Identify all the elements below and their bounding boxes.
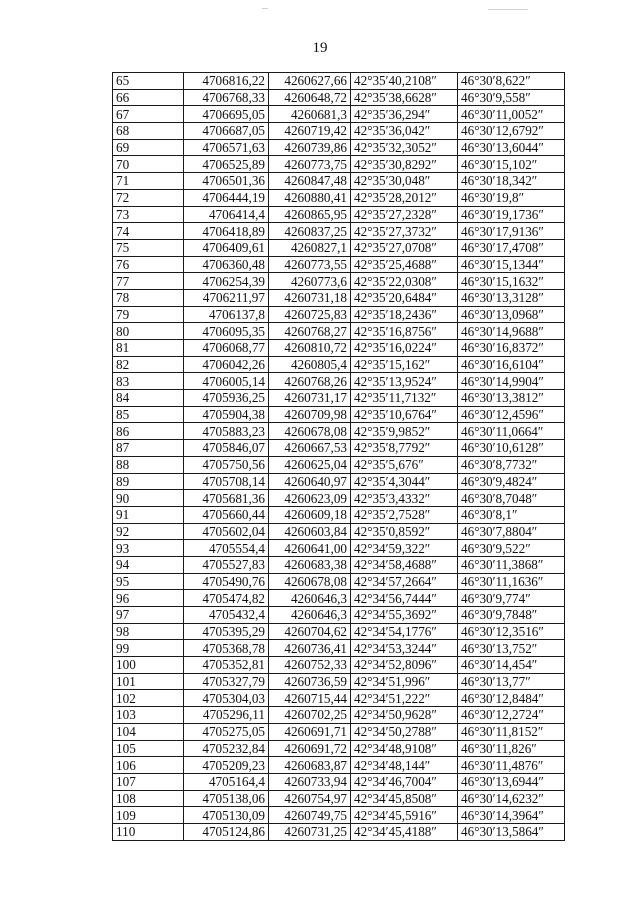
point-number-cell: 103 bbox=[113, 707, 184, 724]
latitude-cell: 42°35′9,9852″ bbox=[351, 423, 458, 440]
longitude-cell: 46°30′11,0664″ bbox=[458, 423, 565, 440]
table-row bbox=[113, 640, 565, 657]
longitude-cell: 46°30′17,9136″ bbox=[458, 223, 565, 240]
latitude-cell: 42°35′2,7528″ bbox=[351, 506, 458, 523]
x-coordinate-cell: 4705232,84 bbox=[184, 740, 269, 757]
x-coordinate-cell: 4705432,4 bbox=[184, 607, 269, 624]
page-number: 19 bbox=[312, 40, 328, 56]
latitude-cell: 42°35′8,7792″ bbox=[351, 440, 458, 457]
x-coordinate-cell: 4705275,05 bbox=[184, 723, 269, 740]
table-row bbox=[113, 773, 565, 790]
y-coordinate-cell: 4260865,95 bbox=[269, 206, 351, 223]
table-row bbox=[113, 473, 565, 490]
point-number-cell: 75 bbox=[113, 239, 184, 256]
latitude-cell: 42°35′36,294″ bbox=[351, 106, 458, 123]
y-coordinate-cell: 4260768,26 bbox=[269, 373, 351, 390]
longitude-cell: 46°30′9,774″ bbox=[458, 590, 565, 607]
x-coordinate-cell: 4706211,97 bbox=[184, 289, 269, 306]
y-coordinate-cell: 4260603,84 bbox=[269, 523, 351, 540]
x-coordinate-cell: 4706254,39 bbox=[184, 273, 269, 290]
table-row bbox=[113, 723, 565, 740]
x-coordinate-cell: 4705395,29 bbox=[184, 623, 269, 640]
y-coordinate-cell: 4260805,4 bbox=[269, 356, 351, 373]
longitude-cell: 46°30′12,6792″ bbox=[458, 123, 565, 140]
x-coordinate-cell: 4705554,4 bbox=[184, 540, 269, 557]
point-number-cell: 66 bbox=[113, 89, 184, 106]
latitude-cell: 42°34′56,7444″ bbox=[351, 590, 458, 607]
point-number-cell: 87 bbox=[113, 440, 184, 457]
table-row bbox=[113, 173, 565, 190]
point-number-cell: 108 bbox=[113, 790, 184, 807]
table-row bbox=[113, 89, 565, 106]
y-coordinate-cell: 4260736,41 bbox=[269, 640, 351, 657]
latitude-cell: 42°35′32,3052″ bbox=[351, 139, 458, 156]
y-coordinate-cell: 4260719,42 bbox=[269, 123, 351, 140]
table-row bbox=[113, 356, 565, 373]
table-row bbox=[113, 273, 565, 290]
y-coordinate-cell: 4260681,3 bbox=[269, 106, 351, 123]
point-number-cell: 109 bbox=[113, 807, 184, 824]
y-coordinate-cell: 4260623,09 bbox=[269, 490, 351, 507]
point-number-cell: 73 bbox=[113, 206, 184, 223]
longitude-cell: 46°30′18,342″ bbox=[458, 173, 565, 190]
y-coordinate-cell: 4260733,94 bbox=[269, 773, 351, 790]
x-coordinate-cell: 4705527,83 bbox=[184, 556, 269, 573]
point-number-cell: 93 bbox=[113, 540, 184, 557]
latitude-cell: 42°34′45,4188″ bbox=[351, 823, 458, 840]
longitude-cell: 46°30′13,5864″ bbox=[458, 823, 565, 840]
latitude-cell: 42°34′45,5916″ bbox=[351, 807, 458, 824]
point-number-cell: 105 bbox=[113, 740, 184, 757]
latitude-cell: 42°35′0,8592″ bbox=[351, 523, 458, 540]
point-number-cell: 70 bbox=[113, 156, 184, 173]
point-number-cell: 98 bbox=[113, 623, 184, 640]
longitude-cell: 46°30′12,8484″ bbox=[458, 690, 565, 707]
x-coordinate-cell: 4705846,07 bbox=[184, 440, 269, 457]
x-coordinate-cell: 4705681,36 bbox=[184, 490, 269, 507]
x-coordinate-cell: 4706095,35 bbox=[184, 323, 269, 340]
y-coordinate-cell: 4260749,75 bbox=[269, 807, 351, 824]
latitude-cell: 42°34′50,2788″ bbox=[351, 723, 458, 740]
y-coordinate-cell: 4260627,66 bbox=[269, 73, 351, 90]
point-number-cell: 101 bbox=[113, 673, 184, 690]
longitude-cell: 46°30′12,2724″ bbox=[458, 707, 565, 724]
table-row bbox=[113, 673, 565, 690]
x-coordinate-cell: 4705164,4 bbox=[184, 773, 269, 790]
point-number-cell: 92 bbox=[113, 523, 184, 540]
x-coordinate-cell: 4705124,86 bbox=[184, 823, 269, 840]
point-number-cell: 89 bbox=[113, 473, 184, 490]
y-coordinate-cell: 4260702,25 bbox=[269, 707, 351, 724]
table-row bbox=[113, 139, 565, 156]
point-number-cell: 74 bbox=[113, 223, 184, 240]
latitude-cell: 42°34′51,996″ bbox=[351, 673, 458, 690]
latitude-cell: 42°35′40,2108″ bbox=[351, 73, 458, 90]
point-number-cell: 106 bbox=[113, 757, 184, 774]
table-row bbox=[113, 106, 565, 123]
table-row bbox=[113, 573, 565, 590]
x-coordinate-cell: 4706525,89 bbox=[184, 156, 269, 173]
longitude-cell: 46°30′19,1736″ bbox=[458, 206, 565, 223]
x-coordinate-cell: 4706687,05 bbox=[184, 123, 269, 140]
y-coordinate-cell: 4260880,41 bbox=[269, 189, 351, 206]
x-coordinate-cell: 4706068,77 bbox=[184, 340, 269, 357]
table-row bbox=[113, 607, 565, 624]
point-number-cell: 88 bbox=[113, 456, 184, 473]
table-row bbox=[113, 556, 565, 573]
x-coordinate-cell: 4706768,33 bbox=[184, 89, 269, 106]
y-coordinate-cell: 4260773,55 bbox=[269, 256, 351, 273]
latitude-cell: 42°34′48,144″ bbox=[351, 757, 458, 774]
latitude-cell: 42°34′58,4688″ bbox=[351, 556, 458, 573]
x-coordinate-cell: 4705883,23 bbox=[184, 423, 269, 440]
latitude-cell: 42°35′13,9524″ bbox=[351, 373, 458, 390]
point-number-cell: 82 bbox=[113, 356, 184, 373]
coordinates-table bbox=[112, 72, 565, 841]
longitude-cell: 46°30′11,0052″ bbox=[458, 106, 565, 123]
latitude-cell: 42°34′50,9628″ bbox=[351, 707, 458, 724]
longitude-cell: 46°30′11,4876″ bbox=[458, 757, 565, 774]
y-coordinate-cell: 4260736,59 bbox=[269, 673, 351, 690]
table-row bbox=[113, 206, 565, 223]
longitude-cell: 46°30′13,3128″ bbox=[458, 289, 565, 306]
y-coordinate-cell: 4260725,83 bbox=[269, 306, 351, 323]
table-row bbox=[113, 523, 565, 540]
latitude-cell: 42°35′4,3044″ bbox=[351, 473, 458, 490]
x-coordinate-cell: 4705368,78 bbox=[184, 640, 269, 657]
point-number-cell: 83 bbox=[113, 373, 184, 390]
table-row bbox=[113, 790, 565, 807]
latitude-cell: 42°34′52,8096″ bbox=[351, 657, 458, 674]
longitude-cell: 46°30′13,752″ bbox=[458, 640, 565, 657]
y-coordinate-cell: 4260667,53 bbox=[269, 440, 351, 457]
table-row bbox=[113, 156, 565, 173]
longitude-cell: 46°30′13,3812″ bbox=[458, 390, 565, 407]
x-coordinate-cell: 4706571,63 bbox=[184, 139, 269, 156]
table-row bbox=[113, 623, 565, 640]
x-coordinate-cell: 4705936,25 bbox=[184, 390, 269, 407]
longitude-cell: 46°30′14,9688″ bbox=[458, 323, 565, 340]
point-number-cell: 95 bbox=[113, 573, 184, 590]
point-number-cell: 84 bbox=[113, 390, 184, 407]
table-row bbox=[113, 223, 565, 240]
latitude-cell: 42°35′18,2436″ bbox=[351, 306, 458, 323]
table-row bbox=[113, 590, 565, 607]
y-coordinate-cell: 4260715,44 bbox=[269, 690, 351, 707]
latitude-cell: 42°34′46,7004″ bbox=[351, 773, 458, 790]
x-coordinate-cell: 4706418,89 bbox=[184, 223, 269, 240]
x-coordinate-cell: 4705490,76 bbox=[184, 573, 269, 590]
y-coordinate-cell: 4260640,97 bbox=[269, 473, 351, 490]
latitude-cell: 42°34′57,2664″ bbox=[351, 573, 458, 590]
point-number-cell: 71 bbox=[113, 173, 184, 190]
longitude-cell: 46°30′7,8804″ bbox=[458, 523, 565, 540]
x-coordinate-cell: 4705708,14 bbox=[184, 473, 269, 490]
table-row bbox=[113, 306, 565, 323]
longitude-cell: 46°30′15,1344″ bbox=[458, 256, 565, 273]
point-number-cell: 78 bbox=[113, 289, 184, 306]
y-coordinate-cell: 4260641,00 bbox=[269, 540, 351, 557]
longitude-cell: 46°30′15,1632″ bbox=[458, 273, 565, 290]
y-coordinate-cell: 4260773,75 bbox=[269, 156, 351, 173]
x-coordinate-cell: 4705602,04 bbox=[184, 523, 269, 540]
latitude-cell: 42°34′54,1776″ bbox=[351, 623, 458, 640]
point-number-cell: 81 bbox=[113, 340, 184, 357]
latitude-cell: 42°35′15,162″ bbox=[351, 356, 458, 373]
x-coordinate-cell: 4705138,06 bbox=[184, 790, 269, 807]
x-coordinate-cell: 4706360,48 bbox=[184, 256, 269, 273]
longitude-cell: 46°30′14,3964″ bbox=[458, 807, 565, 824]
longitude-cell: 46°30′14,6232″ bbox=[458, 790, 565, 807]
table-row bbox=[113, 340, 565, 357]
y-coordinate-cell: 4260752,33 bbox=[269, 657, 351, 674]
longitude-cell: 46°30′12,4596″ bbox=[458, 406, 565, 423]
point-number-cell: 97 bbox=[113, 607, 184, 624]
y-coordinate-cell: 4260768,27 bbox=[269, 323, 351, 340]
latitude-cell: 42°35′10,6764″ bbox=[351, 406, 458, 423]
table-row bbox=[113, 823, 565, 840]
x-coordinate-cell: 4705660,44 bbox=[184, 506, 269, 523]
longitude-cell: 46°30′16,6104″ bbox=[458, 356, 565, 373]
longitude-cell: 46°30′9,522″ bbox=[458, 540, 565, 557]
longitude-cell: 46°30′11,3868″ bbox=[458, 556, 565, 573]
x-coordinate-cell: 4706501,36 bbox=[184, 173, 269, 190]
latitude-cell: 42°34′48,9108″ bbox=[351, 740, 458, 757]
point-number-cell: 68 bbox=[113, 123, 184, 140]
point-number-cell: 80 bbox=[113, 323, 184, 340]
table-row bbox=[113, 456, 565, 473]
x-coordinate-cell: 4705750,56 bbox=[184, 456, 269, 473]
longitude-cell: 46°30′8,1″ bbox=[458, 506, 565, 523]
x-coordinate-cell: 4706137,8 bbox=[184, 306, 269, 323]
latitude-cell: 42°34′45,8508″ bbox=[351, 790, 458, 807]
table-row bbox=[113, 73, 565, 90]
y-coordinate-cell: 4260827,1 bbox=[269, 239, 351, 256]
point-number-cell: 85 bbox=[113, 406, 184, 423]
y-coordinate-cell: 4260754,97 bbox=[269, 790, 351, 807]
x-coordinate-cell: 4705209,23 bbox=[184, 757, 269, 774]
latitude-cell: 42°35′28,2012″ bbox=[351, 189, 458, 206]
y-coordinate-cell: 4260646,3 bbox=[269, 590, 351, 607]
point-number-cell: 94 bbox=[113, 556, 184, 573]
table-row bbox=[113, 657, 565, 674]
table-row bbox=[113, 123, 565, 140]
point-number-cell: 69 bbox=[113, 139, 184, 156]
scan-artifact-top-right bbox=[488, 9, 528, 10]
x-coordinate-cell: 4705296,11 bbox=[184, 707, 269, 724]
coordinates-table-body bbox=[113, 73, 565, 841]
point-number-cell: 102 bbox=[113, 690, 184, 707]
point-number-cell: 65 bbox=[113, 73, 184, 90]
y-coordinate-cell: 4260678,08 bbox=[269, 423, 351, 440]
latitude-cell: 42°35′3,4332″ bbox=[351, 490, 458, 507]
table-row bbox=[113, 740, 565, 757]
y-coordinate-cell: 4260691,71 bbox=[269, 723, 351, 740]
point-number-cell: 67 bbox=[113, 106, 184, 123]
longitude-cell: 46°30′8,622″ bbox=[458, 73, 565, 90]
longitude-cell: 46°30′10,6128″ bbox=[458, 440, 565, 457]
longitude-cell: 46°30′14,454″ bbox=[458, 657, 565, 674]
latitude-cell: 42°35′25,4688″ bbox=[351, 256, 458, 273]
latitude-cell: 42°35′16,0224″ bbox=[351, 340, 458, 357]
latitude-cell: 42°35′11,7132″ bbox=[351, 390, 458, 407]
point-number-cell: 99 bbox=[113, 640, 184, 657]
latitude-cell: 42°35′16,8756″ bbox=[351, 323, 458, 340]
table-row bbox=[113, 423, 565, 440]
longitude-cell: 46°30′19,8″ bbox=[458, 189, 565, 206]
point-number-cell: 100 bbox=[113, 657, 184, 674]
x-coordinate-cell: 4705904,38 bbox=[184, 406, 269, 423]
x-coordinate-cell: 4705304,03 bbox=[184, 690, 269, 707]
latitude-cell: 42°35′27,3732″ bbox=[351, 223, 458, 240]
table-row bbox=[113, 807, 565, 824]
latitude-cell: 42°35′27,2328″ bbox=[351, 206, 458, 223]
longitude-cell: 46°30′9,7848″ bbox=[458, 607, 565, 624]
y-coordinate-cell: 4260704,62 bbox=[269, 623, 351, 640]
y-coordinate-cell: 4260678,08 bbox=[269, 573, 351, 590]
table-row bbox=[113, 690, 565, 707]
table-row bbox=[113, 506, 565, 523]
latitude-cell: 42°35′36,042″ bbox=[351, 123, 458, 140]
longitude-cell: 46°30′14,9904″ bbox=[458, 373, 565, 390]
point-number-cell: 91 bbox=[113, 506, 184, 523]
point-number-cell: 77 bbox=[113, 273, 184, 290]
table-row bbox=[113, 390, 565, 407]
table-row bbox=[113, 289, 565, 306]
table-row bbox=[113, 490, 565, 507]
point-number-cell: 110 bbox=[113, 823, 184, 840]
longitude-cell: 46°30′16,8372″ bbox=[458, 340, 565, 357]
longitude-cell: 46°30′12,3516″ bbox=[458, 623, 565, 640]
y-coordinate-cell: 4260683,87 bbox=[269, 757, 351, 774]
latitude-cell: 42°35′22,0308″ bbox=[351, 273, 458, 290]
table-row bbox=[113, 256, 565, 273]
latitude-cell: 42°34′55,3692″ bbox=[351, 607, 458, 624]
longitude-cell: 46°30′13,77″ bbox=[458, 673, 565, 690]
longitude-cell: 46°30′8,7048″ bbox=[458, 490, 565, 507]
table-row bbox=[113, 189, 565, 206]
x-coordinate-cell: 4706444,19 bbox=[184, 189, 269, 206]
latitude-cell: 42°35′30,048″ bbox=[351, 173, 458, 190]
point-number-cell: 107 bbox=[113, 773, 184, 790]
table-row bbox=[113, 406, 565, 423]
y-coordinate-cell: 4260810,72 bbox=[269, 340, 351, 357]
x-coordinate-cell: 4706042,26 bbox=[184, 356, 269, 373]
y-coordinate-cell: 4260739,86 bbox=[269, 139, 351, 156]
y-coordinate-cell: 4260773,6 bbox=[269, 273, 351, 290]
latitude-cell: 42°35′5,676″ bbox=[351, 456, 458, 473]
longitude-cell: 46°30′17,4708″ bbox=[458, 239, 565, 256]
scan-artifact-top-left bbox=[262, 8, 268, 9]
table-row bbox=[113, 373, 565, 390]
longitude-cell: 46°30′13,0968″ bbox=[458, 306, 565, 323]
y-coordinate-cell: 4260731,18 bbox=[269, 289, 351, 306]
point-number-cell: 96 bbox=[113, 590, 184, 607]
table-row bbox=[113, 540, 565, 557]
y-coordinate-cell: 4260625,04 bbox=[269, 456, 351, 473]
point-number-cell: 79 bbox=[113, 306, 184, 323]
x-coordinate-cell: 4705474,82 bbox=[184, 590, 269, 607]
latitude-cell: 42°35′38,6628″ bbox=[351, 89, 458, 106]
x-coordinate-cell: 4705352,81 bbox=[184, 657, 269, 674]
table-row bbox=[113, 707, 565, 724]
x-coordinate-cell: 4706005,14 bbox=[184, 373, 269, 390]
longitude-cell: 46°30′11,8152″ bbox=[458, 723, 565, 740]
point-number-cell: 104 bbox=[113, 723, 184, 740]
point-number-cell: 90 bbox=[113, 490, 184, 507]
longitude-cell: 46°30′11,1636″ bbox=[458, 573, 565, 590]
latitude-cell: 42°35′30,8292″ bbox=[351, 156, 458, 173]
longitude-cell: 46°30′13,6044″ bbox=[458, 139, 565, 156]
x-coordinate-cell: 4706414,4 bbox=[184, 206, 269, 223]
x-coordinate-cell: 4706695,05 bbox=[184, 106, 269, 123]
table-row bbox=[113, 440, 565, 457]
point-number-cell: 86 bbox=[113, 423, 184, 440]
y-coordinate-cell: 4260731,25 bbox=[269, 823, 351, 840]
table-row bbox=[113, 239, 565, 256]
y-coordinate-cell: 4260731,17 bbox=[269, 390, 351, 407]
latitude-cell: 42°34′59,322″ bbox=[351, 540, 458, 557]
y-coordinate-cell: 4260847,48 bbox=[269, 173, 351, 190]
latitude-cell: 42°34′53,3244″ bbox=[351, 640, 458, 657]
longitude-cell: 46°30′9,4824″ bbox=[458, 473, 565, 490]
point-number-cell: 76 bbox=[113, 256, 184, 273]
longitude-cell: 46°30′13,6944″ bbox=[458, 773, 565, 790]
point-number-cell: 72 bbox=[113, 189, 184, 206]
x-coordinate-cell: 4705327,79 bbox=[184, 673, 269, 690]
longitude-cell: 46°30′11,826″ bbox=[458, 740, 565, 757]
longitude-cell: 46°30′9,558″ bbox=[458, 89, 565, 106]
y-coordinate-cell: 4260837,25 bbox=[269, 223, 351, 240]
y-coordinate-cell: 4260709,98 bbox=[269, 406, 351, 423]
y-coordinate-cell: 4260648,72 bbox=[269, 89, 351, 106]
table-row bbox=[113, 323, 565, 340]
y-coordinate-cell: 4260683,38 bbox=[269, 556, 351, 573]
latitude-cell: 42°35′27,0708″ bbox=[351, 239, 458, 256]
longitude-cell: 46°30′15,102″ bbox=[458, 156, 565, 173]
y-coordinate-cell: 4260691,72 bbox=[269, 740, 351, 757]
latitude-cell: 42°34′51,222″ bbox=[351, 690, 458, 707]
x-coordinate-cell: 4705130,09 bbox=[184, 807, 269, 824]
x-coordinate-cell: 4706409,61 bbox=[184, 239, 269, 256]
table-row bbox=[113, 757, 565, 774]
x-coordinate-cell: 4706816,22 bbox=[184, 73, 269, 90]
y-coordinate-cell: 4260646,3 bbox=[269, 607, 351, 624]
latitude-cell: 42°35′20,6484″ bbox=[351, 289, 458, 306]
longitude-cell: 46°30′8,7732″ bbox=[458, 456, 565, 473]
y-coordinate-cell: 4260609,18 bbox=[269, 506, 351, 523]
